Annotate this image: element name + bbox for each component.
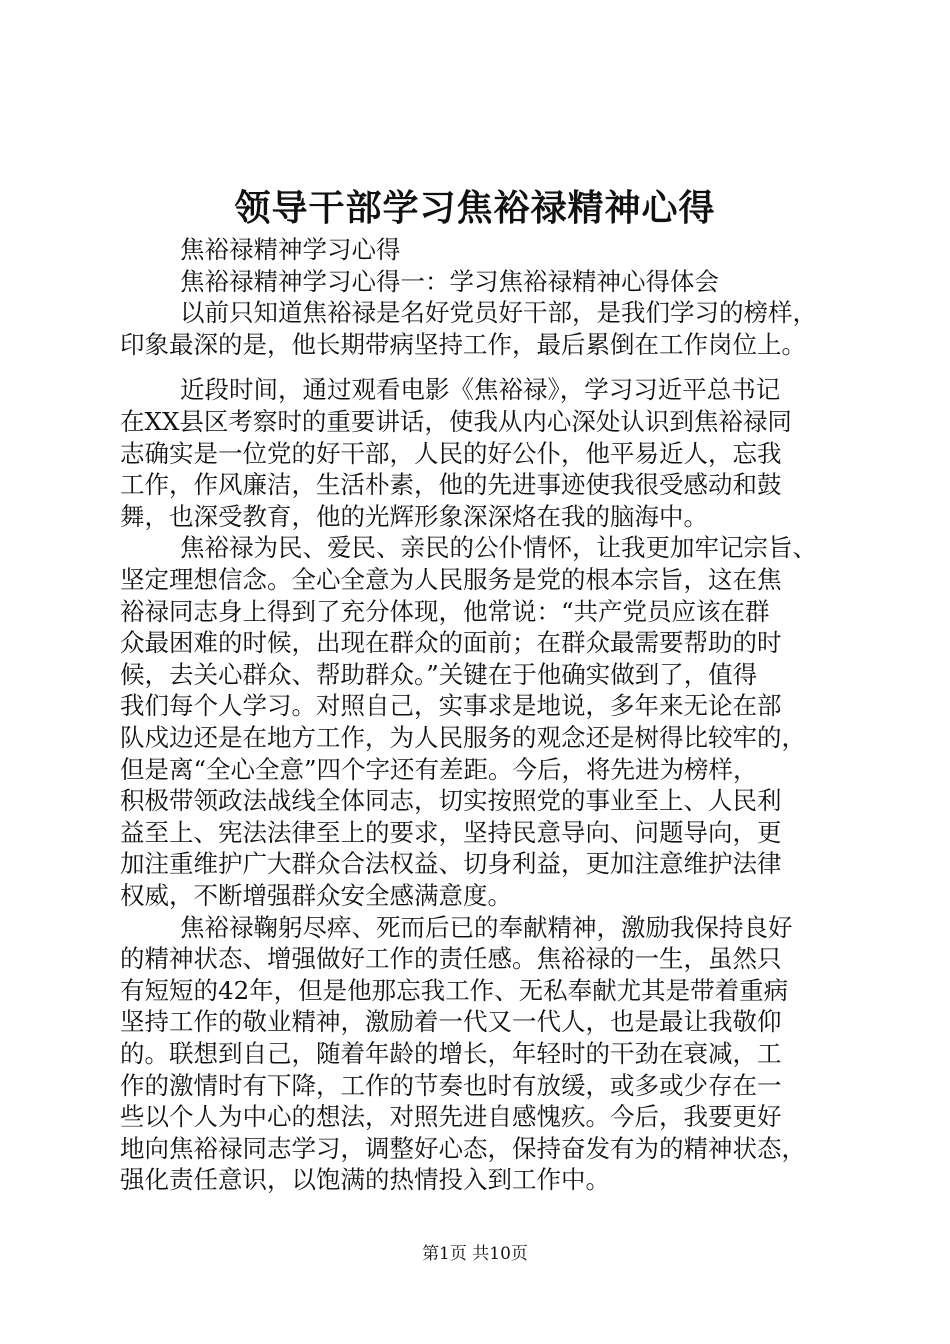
paragraph-line: 的精神状态、增强做好工作的责任感。焦裕禄的一生，虽然只 [120, 944, 782, 973]
paragraph-line: 印象最深的是，他长期带病坚持工作，最后累倒在工作岗位上。 [120, 330, 806, 359]
paragraph-line: 候，去关心群众、帮助群众。”关键在于他确实做到了，值得 [120, 660, 758, 689]
paragraph-line: 但是离“全心全意”四个字还有差距。今后，将先进为榜样， [120, 755, 758, 784]
paragraph-line: 裕禄同志身上得到了充分体现，他常说：“共产党员应该在群 [120, 597, 770, 626]
paragraph-line: 加注重维护广大群众合法权益、切身利益，更加注意维护法律 [120, 849, 782, 878]
paragraph-line: 工作，作风廉洁，生活朴素，他的先进事迹使我很受感动和鼓 [120, 470, 782, 499]
paragraph-line: 坚定理想信念。全心全意为人民服务是党的根本宗旨，这在焦 [120, 565, 782, 594]
paragraph-line: 地向焦裕禄同志学习，调整好心态，保持奋发有为的精神状态， [120, 1134, 806, 1163]
paragraph-line: 的。联想到自己，随着年龄的增长，年轻时的干劲在衰减，工 [120, 1039, 782, 1068]
paragraph-line: 以前只知道焦裕禄是名好党员好干部，是我们学习的榜样， [180, 298, 817, 327]
paragraph-line: 益至上、宪法法律至上的要求，坚持民意导向、问题导向，更 [120, 818, 782, 847]
paragraph-line: 我们每个人学习。对照自己，实事求是地说，多年来无论在部 [120, 691, 782, 720]
paragraph-line: 强化责任意识，以饱满的热情投入到工作中。 [120, 1165, 610, 1194]
paragraph-line: 些以个人为中心的想法，对照先进自感愧疚。今后，我要更好 [120, 1102, 782, 1131]
paragraph-line: 焦裕禄鞠躬尽瘁、死而后已的奉献精神，激励我保持良好 [180, 913, 793, 942]
paragraph-line: 众最困难的时候，出现在群众的面前；在群众最需要帮助的时 [120, 628, 782, 657]
paragraph-line: 在XX县区考察时的重要讲话，使我从内心深处认识到焦裕禄同 [120, 407, 792, 436]
paragraph-line: 舞，也深受教育，他的光辉形象深深烙在我的脑海中。 [120, 502, 708, 531]
paragraph-line: 近段时间，通过观看电影《焦裕禄》，学习习近平总书记 [180, 375, 781, 404]
paragraph-line: 坚持工作的敬业精神，激励着一代又一代人，也是最让我敬仰 [120, 1007, 782, 1036]
paragraph-line: 队戍边还是在地方工作，为人民服务的观念还是树得比较牢的， [120, 723, 806, 752]
page-footer: 第1页 共10页 [422, 1244, 528, 1264]
paragraph-line: 积极带领政法战线全体同志，切实按照党的事业至上、人民利 [120, 786, 782, 815]
subtitle-line: 焦裕禄精神学习心得 [180, 235, 401, 264]
paragraph-line: 焦裕禄为民、爱民、亲民的公仆情怀，让我更加牢记宗旨、 [180, 533, 817, 562]
paragraph-line: 权威，不断增强群众安全感满意度。 [120, 881, 512, 910]
paragraph-line: 有短短的42年，但是他那忘我工作、无私奉献尤其是带着重病 [120, 976, 789, 1005]
paragraph-line: 作的激情时有下降，工作的节奏也时有放缓，或多或少存在一 [120, 1071, 782, 1100]
document-title: 领导干部学习焦裕禄精神心得 [234, 187, 716, 229]
paragraph-line: 志确实是一位党的好干部，人民的好公仆，他平易近人，忘我 [120, 439, 782, 468]
subtitle-line: 焦裕禄精神学习心得一：学习焦裕禄精神心得体会 [180, 267, 719, 296]
